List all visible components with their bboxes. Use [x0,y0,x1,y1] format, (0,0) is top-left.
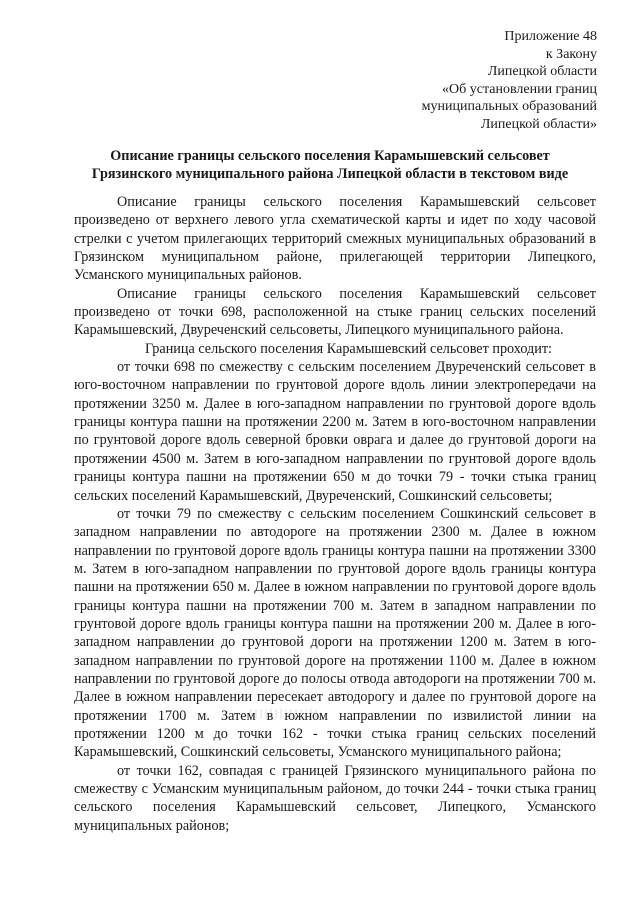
annex-line-law-title-1: «Об установлении границ [442,81,597,97]
paragraph-starting-point: Описание границы сельского поселения Карамышевский сельсовет произведено от точки 698, расположенной на стыке границ сельских поселений Карамышевский, Двуреченский сельсоветы, Липецкого муниципального района. [74,285,596,339]
document-title-line-1: Описание границы сельского поселения Карамышевский сельсовет [110,148,550,164]
scan-artifact [250,709,320,719]
annex-line-law-title-2: муниципальных образований [421,99,597,115]
annex-header [337,28,597,134]
annex-line-law: к Закону [545,46,597,62]
document-title-line-2: Грязинского муниципального района Липецкой области в текстовом виде [91,166,569,182]
annex-line-law-title-3: Липецкой области» [480,116,597,132]
paragraph-segment-79-162: от точки 79 по смежеству с сельским поселением Сошкинский сельсовет в западном направлении по автодороге на протяжении 2300 м. Далее в южном направлении по грунтовой дороге вдоль границы контура пашни на протяжении 3300 м. Затем в юго-западном направлении по грунтовой дороге вдоль границы контура пашни на протяжении 650 м. Далее в южном направлении по грунтовой дороге вдоль границы контура пашни на протяжении 700 м. Затем в западном направлении по грунтовой дороге вдоль границы контура пашни на протяжении 200 м. Далее в юго-западном направлении до грунтовой дороги на протяжении 1200 м. Затем в юго-западном направлении по грунтовой дороге на протяжении 1100 м. Далее в южном направлении по грунтовой дороге до полосы отвода автодороги на протяжении 700 м. Далее в южном направлении пересекает автодорогу и далее по грунтовой дороге на протяжении 1700 м. Затем в южном направлении по извилистой линии на протяжении 1200 м до точки 162 - точки стыка границ сельских поселений Карамышевский, Сошкинский сельсоветы, Усманского муниципального района; [74,505,596,761]
document-title [60,147,600,183]
paragraph-boundary-intro: Граница сельского поселения Карамышевский сельсовет проходит: [145,340,552,357]
annex-line-region: Липецкой области [487,64,597,80]
document-body [74,193,596,835]
annex-line-number: Приложение 48 [504,29,597,44]
paragraph-segment-698-79: от точки 698 по смежеству с сельским поселением Двуреченский сельсовет в юго-восточном направлении по грунтовой дороге вдоль линии электропередачи на протяжении 3250 м. Далее в юго-западном направлении по грунтовой дороге вдоль границы контура пашни на протяжении 2200 м. Затем в юго-восточном направлении по грунтовой дороге вдоль северной бровки оврага и далее до грунтовой дороги на протяжении 4500 м. Затем в юго-западном направлении по грунтовой дороге вдоль границы контура пашни на протяжении 650 м до точки 79 - точки стыка границ сельских поселений Карамышевский, Двуреченский, Сошкинский сельсоветы; [74,359,596,504]
paragraph-segment-162-244: от точки 162, совпадая с границей Грязинского муниципального района по смежеству с Усманским муниципальным районом, до точки 244 - точки стыка границ сельского поселения Карамышевский сельсовет, Липецкого, Усманского муниципальных районов; [74,762,596,834]
paragraph-description-origin: Описание границы сельского поселения Карамышевский сельсовет произведено от верхнего левого угла схематической карты и идет по ходу часовой стрелки с учетом прилегающих территорий смежных муниципальных образований в Грязинском муниципальном районе, прилегающей территории Липецкого, Усманского муниципальных районов. [74,194,596,284]
